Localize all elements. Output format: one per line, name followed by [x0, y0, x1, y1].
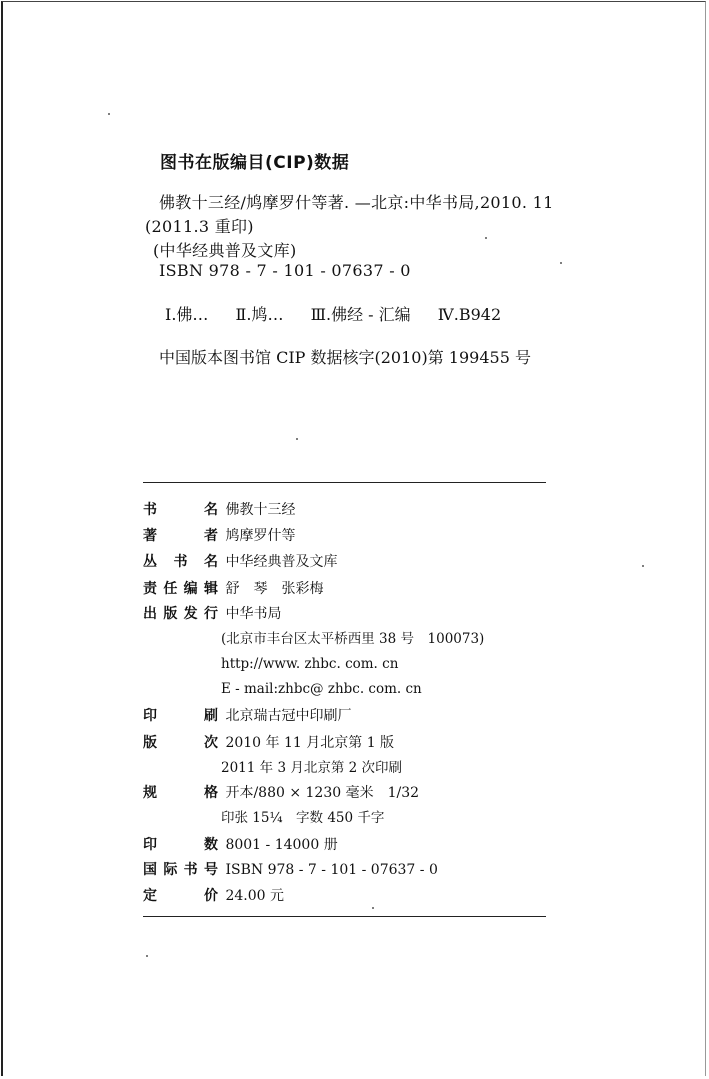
cip-isbn: ISBN 978 - 7 - 101 - 07637 - 0	[159, 261, 411, 280]
publisher-address: (北京市丰台区太平桥西里 38 号 100073)	[221, 631, 485, 647]
bottom-divider	[143, 916, 546, 917]
info-value-series: 中华经典普及文库	[225, 554, 338, 570]
cip-verification-number: 中国版本图书馆 CIP 数据核字(2010)第 199455 号	[159, 348, 531, 367]
cip-book-entry: 佛教十三经/鸠摩罗什等著. —北京:中华书局,2010. 11	[159, 193, 554, 212]
top-divider	[143, 482, 546, 483]
cip-classification	[165, 302, 523, 325]
info-value-price: 24.00 元	[225, 888, 284, 904]
info-label-printer: 印 刷	[143, 708, 218, 724]
info-row-title	[143, 500, 295, 520]
info-label-author: 著 者	[143, 528, 218, 544]
info-label-editor: 责任编辑	[143, 581, 218, 597]
info-row-author	[143, 526, 295, 546]
scan-speck	[485, 237, 487, 239]
info-row-spec	[143, 783, 419, 803]
info-row-print-count	[143, 835, 338, 855]
info-value-edition: 2010 年 11 月北京第 1 版	[225, 735, 395, 751]
scan-speck	[372, 907, 374, 909]
publisher-website: http://www. zhbc. com. cn	[221, 656, 399, 672]
page-border	[1, 1, 706, 1076]
info-value-isbn: ISBN 978 - 7 - 101 - 07637 - 0	[225, 862, 438, 878]
cip-reprint-note: (2011.3 重印)	[145, 217, 254, 236]
info-row-isbn	[143, 860, 438, 880]
info-label-publisher: 出版发行	[143, 606, 218, 622]
info-value-print-count: 8001 - 14000 册	[225, 837, 338, 853]
publisher-email: E - mail:zhbc@ zhbc. com. cn	[221, 681, 422, 697]
cip-class-4: Ⅳ.B942	[437, 305, 502, 324]
info-row-publisher	[143, 604, 281, 624]
scan-speck	[296, 438, 298, 440]
info-row-printer	[143, 706, 351, 726]
info-row-series	[143, 552, 337, 572]
cip-class-1: Ⅰ.佛…	[165, 305, 209, 324]
info-label-edition: 版 次	[143, 735, 218, 751]
info-label-isbn: 国际书号	[143, 862, 218, 878]
info-label-price: 定 价	[143, 888, 218, 904]
info-label-spec: 规 格	[143, 785, 218, 801]
info-value-spec: 开本/880 × 1230 毫米 1/32	[225, 785, 420, 801]
info-row-edition	[143, 733, 394, 753]
info-row-editor	[143, 579, 323, 599]
info-label-print-count: 印 数	[143, 837, 218, 853]
info-value-printer: 北京瑞古冠中印刷厂	[225, 708, 352, 724]
cip-series-note: (中华经典普及文库)	[153, 241, 297, 260]
cip-class-2: Ⅱ.鸠…	[235, 305, 284, 324]
spec-sheets: 印张 15¼ 字数 450 千字	[221, 810, 385, 826]
edition-reprint: 2011 年 3 月北京第 2 次印刷	[221, 760, 402, 776]
scan-speck	[642, 565, 644, 567]
scan-speck	[146, 955, 148, 957]
info-value-author: 鸠摩罗什等	[225, 528, 296, 544]
scan-speck	[108, 113, 110, 115]
info-value-editor: 舒 琴 张彩梅	[225, 581, 324, 597]
info-value-title: 佛教十三经	[225, 502, 296, 518]
cip-class-3: Ⅲ.佛经 - 汇编	[310, 305, 411, 324]
scan-speck	[560, 262, 562, 264]
info-row-price	[143, 886, 284, 906]
info-label-title: 书 名	[143, 502, 218, 518]
info-value-publisher: 中华书局	[225, 606, 282, 622]
cip-title: 图书在版编目(CIP)数据	[160, 153, 350, 173]
info-label-series: 丛书名	[143, 554, 218, 570]
